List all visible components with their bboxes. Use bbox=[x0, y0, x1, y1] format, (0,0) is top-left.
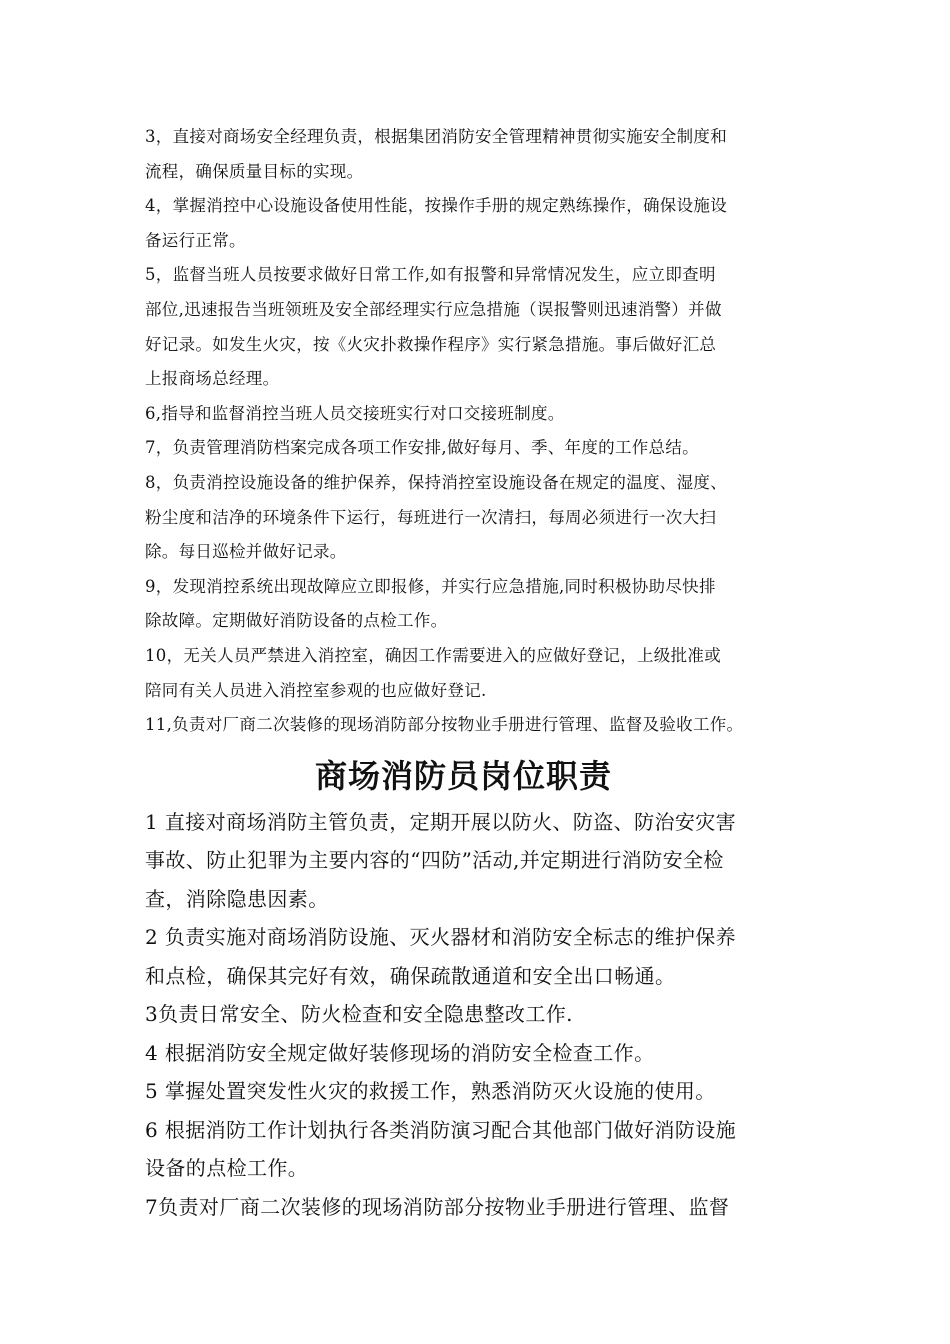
supervisor-duties-section bbox=[145, 120, 822, 743]
text-line: 流程，确保质量目标的实现。 bbox=[145, 161, 364, 181]
text-line: 6,指导和监督消控当班人员交接班实行对口交接班制度。 bbox=[145, 403, 565, 423]
text-line: 7，负责管理消防档案完成各项工作安排,做好每月、季、年度的工作总结。 bbox=[145, 438, 699, 458]
text-line: 7负责对厂商二次装修的现场消防部分按物业手册进行管理、监督 bbox=[145, 1194, 730, 1219]
text-line: 11,负责对厂商二次装修的现场消防部分按物业手册进行管理、监督及验收工作。 bbox=[145, 715, 744, 735]
text-line: 备运行正常。 bbox=[145, 230, 246, 250]
text-line: 8，负责消控设施设备的维护保养，保持消控室设施设备在规定的温度、湿度、 bbox=[145, 472, 727, 492]
text-line: 和点检，确保其完好有效，确保疏散通道和安全出口畅通。 bbox=[145, 963, 676, 988]
section-heading: 商场消防员岗位职责 bbox=[314, 756, 612, 795]
firefighter-duties-section bbox=[145, 803, 822, 1227]
text-line: 9，发现消控系统出现故障应立即报修，并实行应急措施,同时积极协助尽快排 bbox=[145, 576, 716, 596]
text-line: 部位,迅速报告当班领班及安全部经理实行应急措施（误报警则迅速消警）并做 bbox=[145, 299, 722, 319]
text-line: 1 直接对商场消防主管负责，定期开展以防火、防盗、防治安灾害 bbox=[145, 809, 737, 834]
text-line: 好记录。如发生火灾，按《火灾扑救操作程序》实行紧急措施。事后做好汇总 bbox=[145, 334, 717, 354]
text-line: 5 掌握处置突发性火灾的救援工作，熟悉消防灭火设施的使用。 bbox=[145, 1079, 716, 1104]
text-line: 4，掌握消控中心设施设备使用性能，按操作手册的规定熟练操作，确保设施设 bbox=[145, 196, 727, 216]
text-line: 上报商场总经理。 bbox=[145, 369, 280, 389]
text-line: 查，消除隐患因素。 bbox=[145, 886, 329, 911]
text-line: 除故障。定期做好消防设备的点检工作。 bbox=[145, 611, 448, 631]
text-line: 事故、防止犯罪为主要内容的“四防”活动,并定期进行消防安全检 bbox=[145, 848, 724, 873]
text-line: 6 根据消防工作计划执行各类消防演习配合其他部门做好消防设施 bbox=[145, 1117, 737, 1142]
text-line: 10，无关人员严禁进入消控室，确因工作需要进入的应做好登记，上级批准或 bbox=[145, 645, 721, 665]
text-line: 4 根据消防安全规定做好装修现场的消防安全检查工作。 bbox=[145, 1040, 655, 1065]
text-line: 5，监督当班人员按要求做好日常工作,如有报警和异常情况发生，应立即查明 bbox=[145, 265, 716, 285]
text-line: 2 负责实施对商场消防设施、灭火器材和消防安全标志的维护保养 bbox=[145, 925, 737, 950]
text-line: 3负责日常安全、防火检查和安全隐患整改工作. bbox=[145, 1002, 573, 1027]
text-line: 陪同有关人员进入消控室参观的也应做好登记. bbox=[145, 680, 487, 700]
text-line: 3，直接对商场安全经理负责，根据集团消防安全管理精神贯彻实施安全制度和 bbox=[145, 127, 727, 146]
text-line: 设备的点检工作。 bbox=[145, 1156, 309, 1181]
text-line: 粉尘度和洁净的环境条件下运行，每班进行一次清扫，每周必须进行一次大扫 bbox=[145, 507, 717, 527]
text-line: 除。每日巡检并做好记录。 bbox=[145, 542, 347, 562]
